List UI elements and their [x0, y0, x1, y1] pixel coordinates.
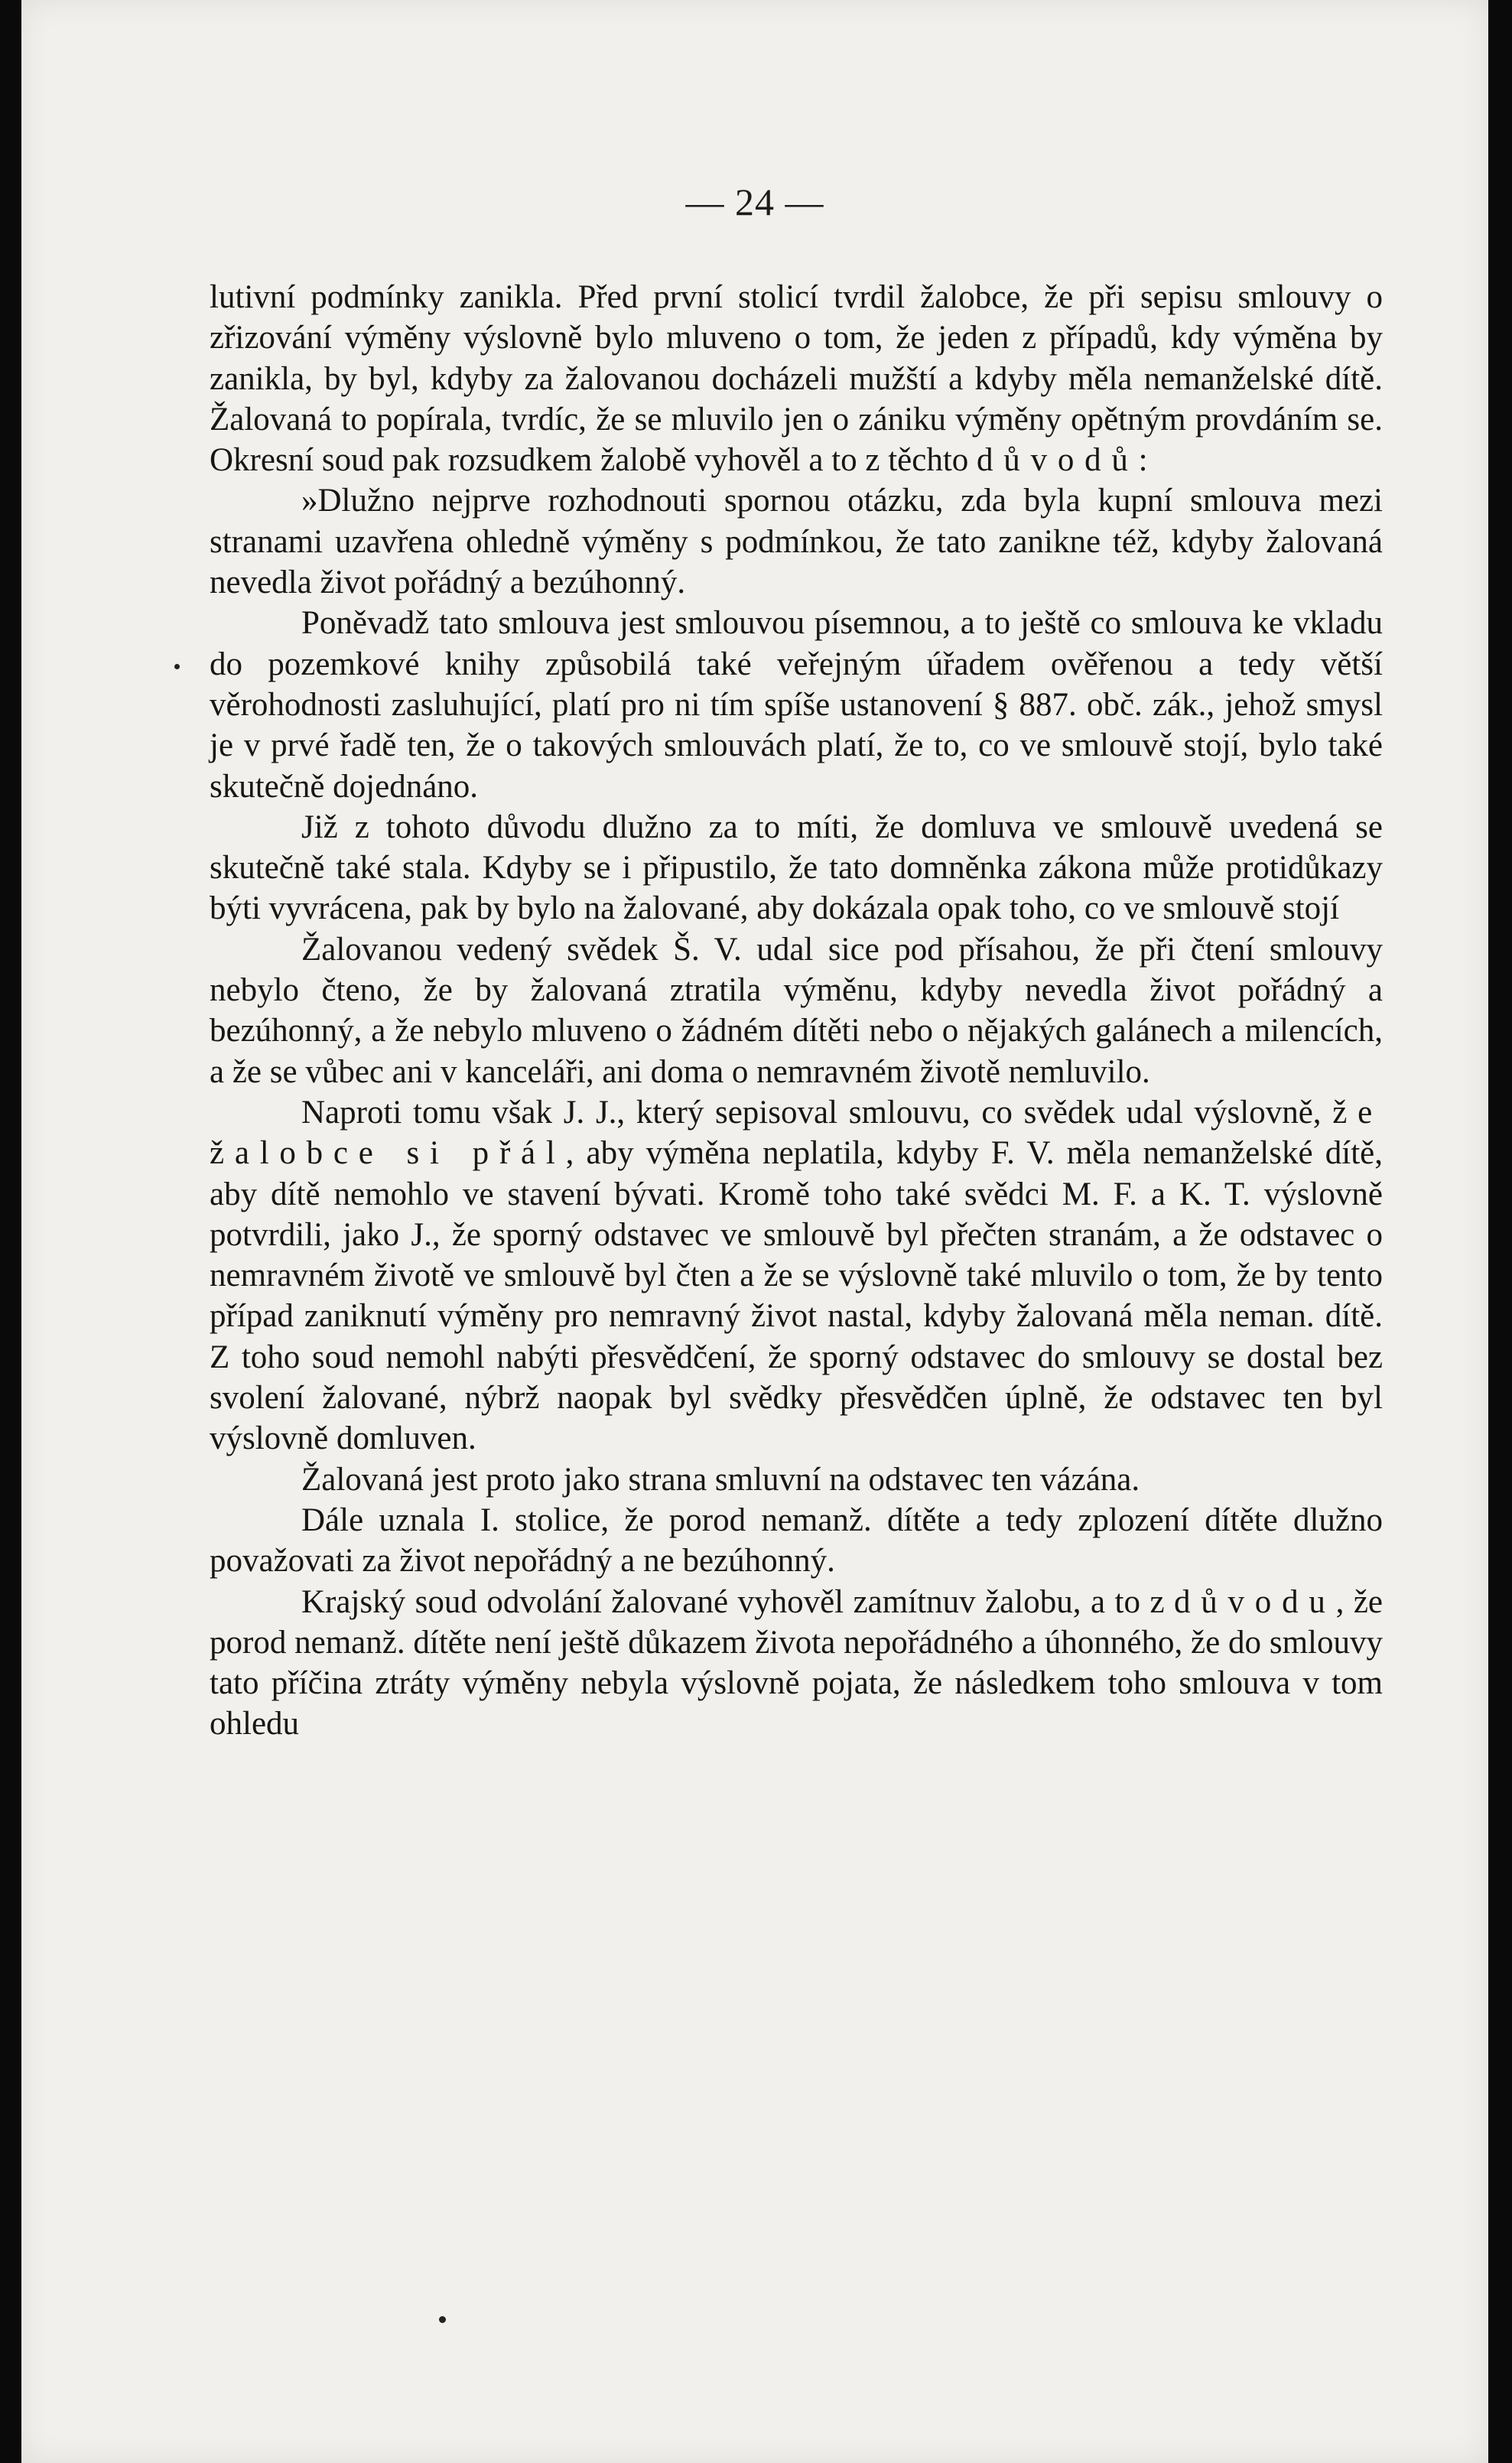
paragraph-2: »Dlužno nejprve rozhodnouti spornou otázku, zda byla kupní smlouva mezi stranami uzavřena ohledně výměny s podmínkou, že tato zanikne též, kdyby žalovaná nevedla život pořádný a bezúhonný. [210, 483, 1383, 601]
scan-speck [174, 664, 180, 669]
paragraph-8: Dále uznala I. stolice, že porod nemanž. dítěte a tedy zplození dítěte dlužno považovati za život nepořádný a ne bezúhonný. [210, 1502, 1383, 1580]
paragraph-6-end: , aby výměna neplatila, kdyby F. V. měla nemanželské dítě, aby dítě nemohlo ve stavení bývati. Kromě toho také svědci M. F. a K. T. výslovně potvrdili, jako J., že sporný odstavec ve smlouvě byl přečten stranám, a že odstavec o nemravném životě ve smlouvě byl čten a že se výslovně také mluvilo o tom, že by tento případ zaniknutí výměny pro nemravný život nastal, kdyby žalovaná měla neman. dítě. Z toho soud nemohl nabýti přesvědčení, že sporný odstavec do smlouvy se dostal bez svolení žalované, nýbrž naopak byl svědky přesvědčen úplně, že odstavec ten byl výslovně domluven. [210, 1135, 1383, 1457]
emphasis-plaintiff-wish: že žalobce si přál [210, 1094, 1383, 1172]
paragraph-9-end: , že porod nemanž. dítěte není ještě důkazem života nepořádného a úhonného, že do smlouvy tato příčina ztráty výměny nebyla výslovně pojata, že následkem toho smlouva v tom ohledu [210, 1583, 1384, 1742]
page-number: — 24 — [685, 181, 824, 223]
paragraph-7: Žalovaná jest proto jako strana smluvní na odstavec ten vázána. [301, 1461, 1140, 1498]
paragraph-4: Již z tohoto důvodu dlužno za to míti, že domluva ve smlouvě uvedená se skutečně také stala. Kdyby se i připustilo, že tato domněnka zákona může protidůkazy býti vyvrácena, pak by bylo na žalované, aby dokázala opak toho, co ve smlouvě stojí [210, 809, 1383, 927]
paragraph-9-text: Krajský soud odvolání žalované vyhověl zamítnuv žalobu, a to z [301, 1583, 1175, 1620]
paragraph-6 [210, 1092, 1383, 1459]
scan-speck [439, 2316, 446, 2323]
body-text [210, 277, 1383, 1745]
paragraph-1 [210, 277, 1383, 480]
paragraph-1-end: : [1138, 442, 1148, 479]
paragraph-1-text: lutivní podmínky zanikla. Před první stolicí tvrdil žalobce, že při sepisu smlouvy o zřizování výměny výslovně bylo mluveno o tom, že jeden z případů, kdy výměna by zanikla, by byl, kdyby za žalovanou docházeli mužští a kdyby měla nemanželské dítě. Žalovaná to popírala, tvrdíc, že se mluvilo jen o zániku výměny opětným provdáním se. Okresní soud pak rozsudkem žalobě vyhověl a to z těchto [210, 279, 1383, 479]
emphasis-reasons: důvodů [977, 442, 1139, 479]
emphasis-reason: důvodu [1174, 1583, 1336, 1620]
scanned-page [21, 0, 1488, 2463]
paragraph-6-text: Naproti tomu však J. J., který sepisoval smlouvu, co svědek udal výslovně, [301, 1094, 1333, 1131]
paragraph-9 [210, 1582, 1383, 1745]
paragraph-5: Žalovanou vedený svědek Š. V. udal sice pod přísahou, že při čtení smlouvy nebylo čteno, že by žalovaná ztratila výměnu, kdyby nevedla život pořádný a bezúhonný, a že nebylo mluveno o žádném dítěti nebo o nějakých galánech a milencích, a že se vůbec ani v kanceláři, ani doma o nemravném životě nemluvilo. [210, 931, 1383, 1090]
paragraph-3: Poněvadž tato smlouva jest smlouvou písemnou, a to ještě co smlouva ke vkladu do pozemkové knihy způsobilá také veřejným úřadem ověřenou a tedy větší věrohodnosti zasluhující, platí pro ni tím spíše ustanovení § 887. obč. zák., jehož smysl je v prvé řadě ten, že o takových smlouvách platí, že to, co ve smlouvě stojí, bylo také skutečně dojednáno. [210, 605, 1383, 805]
